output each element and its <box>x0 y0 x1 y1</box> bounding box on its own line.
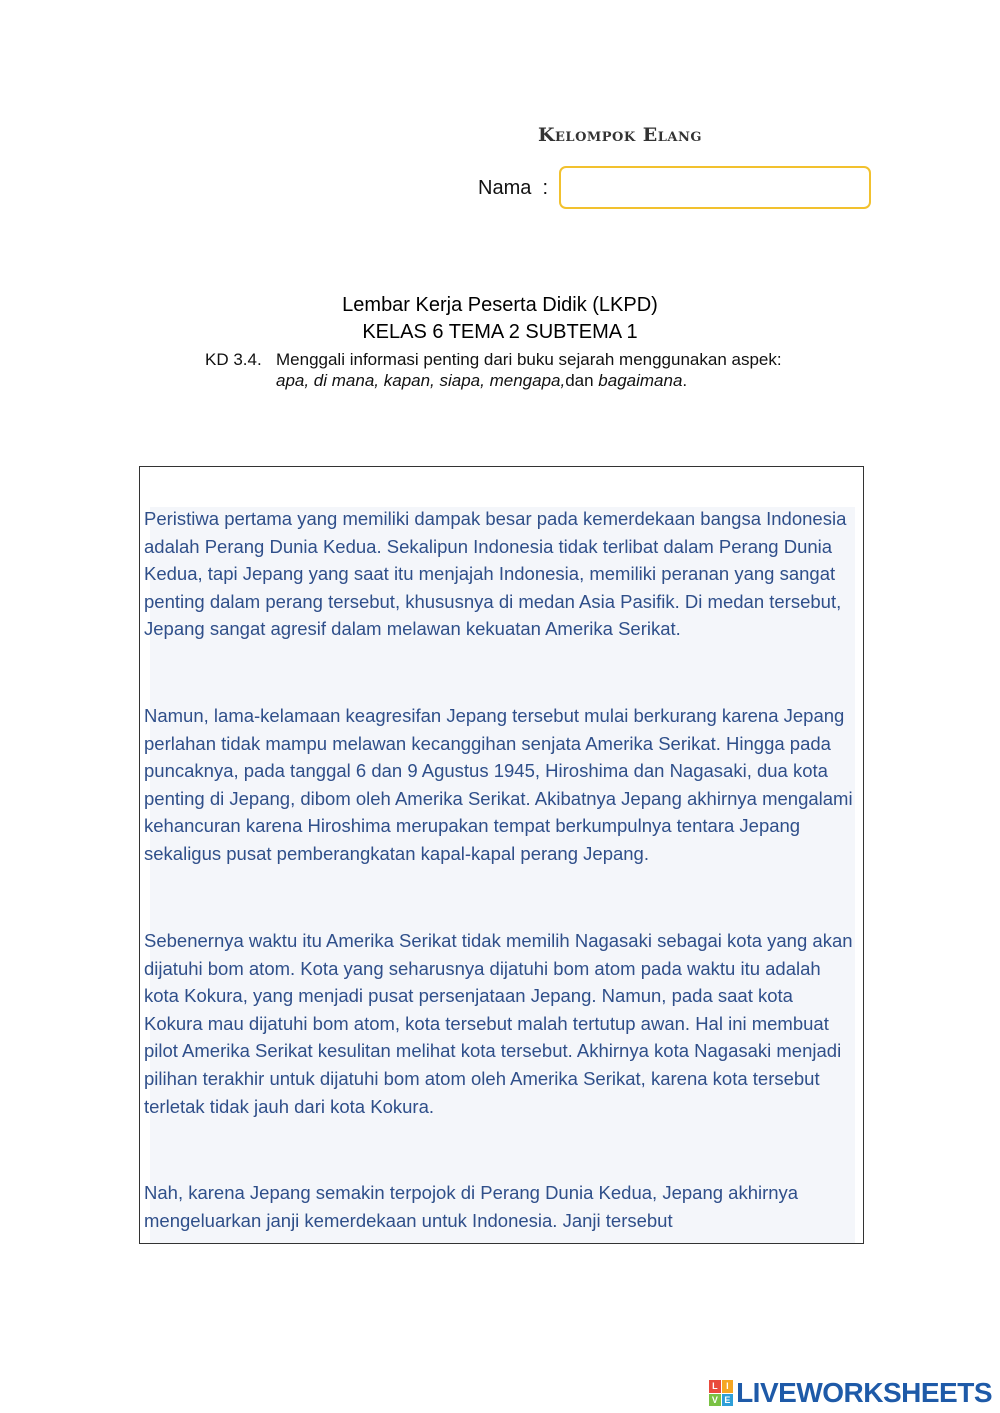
reading-text-box[interactable] <box>139 466 864 1244</box>
reading-paragraph: Namun, lama-kelamaan keagresifan Jepang tersebut mulai berkurang karena Jepang perlahan tidak mampu melawan kecanggihan senjata Amerika Serikat. Hingga pada puncaknya, pada tanggal 6 dan 9 Agustus 1945, Hiroshima dan Nagasaki, dua kota penting di Jepang, dibom oleh Amerika Serikat. Akibatnya Jepang akhirnya mengalami kehancuran karena Hiroshima merupakan tempat berkumpulnya tentara Jepang sekaligus pusat pemberangkatan kapal-kapal perang Jepang. <box>144 705 853 864</box>
liveworksheets-brand[interactable] <box>709 1377 992 1409</box>
kd-text: Menggali informasi penting dari buku sejarah menggunakan aspek: <box>276 350 782 369</box>
brand-text: LIVEWORKSHEETS <box>736 1377 992 1408</box>
logo-letter: V <box>709 1394 721 1407</box>
kd-and: dan <box>565 371 599 390</box>
worksheet-title: Lembar Kerja Peserta Didik (LKPD) <box>342 294 658 316</box>
logo-letter: I <box>722 1380 734 1393</box>
reading-paragraph: Peristiwa pertama yang memiliki dampak besar pada kemerdekaan bangsa Indonesia adalah Perang Dunia Kedua. Sekalipun Indonesia tidak terlibat dalam Perang Dunia Kedua, tapi Jepang yang saat itu menjajah Indonesia, memiliki peranan yang sangat penting dalam perang tersebut, khususnya di medan Asia Pasifik. Di medan tersebut, Jepang sangat agresif dalam melawan kekuatan Amerika Serikat. <box>144 508 847 640</box>
kd-statement <box>205 347 782 372</box>
reading-paragraph: Nah, karena Jepang semakin terpojok di Perang Dunia Kedua, Jepang akhirnya mengeluarkan janji kemerdekaan untuk Indonesia. Janji tersebut <box>144 1182 799 1231</box>
logo-letter: E <box>722 1394 734 1407</box>
reading-paragraph: Sebenernya waktu itu Amerika Serikat tidak memilih Nagasaki sebagai kota yang akan dijatuhi bom atom. Kota yang seharusnya dijatuhi bom atom pada waktu itu adalah kota Kokura, yang menjadi pusat persenjataan Jepang. Namun, pada saat kota Kokura mau dijatuhi bom atom, kota tersebut malah tertutup awan. Hal ini membuat pilot Amerika Serikat kesulitan melihat kota tersebut. Akhirnya kota Nagasaki menjadi pilihan terakhir untuk dijatuhi bom atom oleh Amerika Serikat, karena kota tersebut terletak tidak jauh dari kota Kokura. <box>144 930 853 1117</box>
nama-label: Nama : <box>478 177 549 199</box>
kd-aspects-list: apa, di mana, kapan, siapa, mengapa, <box>276 371 566 390</box>
nama-input[interactable] <box>559 166 871 209</box>
kd-last-aspect: bagaimana <box>598 371 683 390</box>
class-subtitle: KELAS 6 TEMA 2 SUBTEMA 1 <box>362 321 638 343</box>
kd-number: KD 3.4. <box>205 350 262 369</box>
group-title: Kelompok Elang <box>538 124 702 146</box>
kd-period: . <box>682 371 688 390</box>
liveworksheets-logo-icon <box>709 1380 733 1406</box>
kd-aspects <box>276 371 687 391</box>
logo-letter: L <box>709 1380 721 1393</box>
